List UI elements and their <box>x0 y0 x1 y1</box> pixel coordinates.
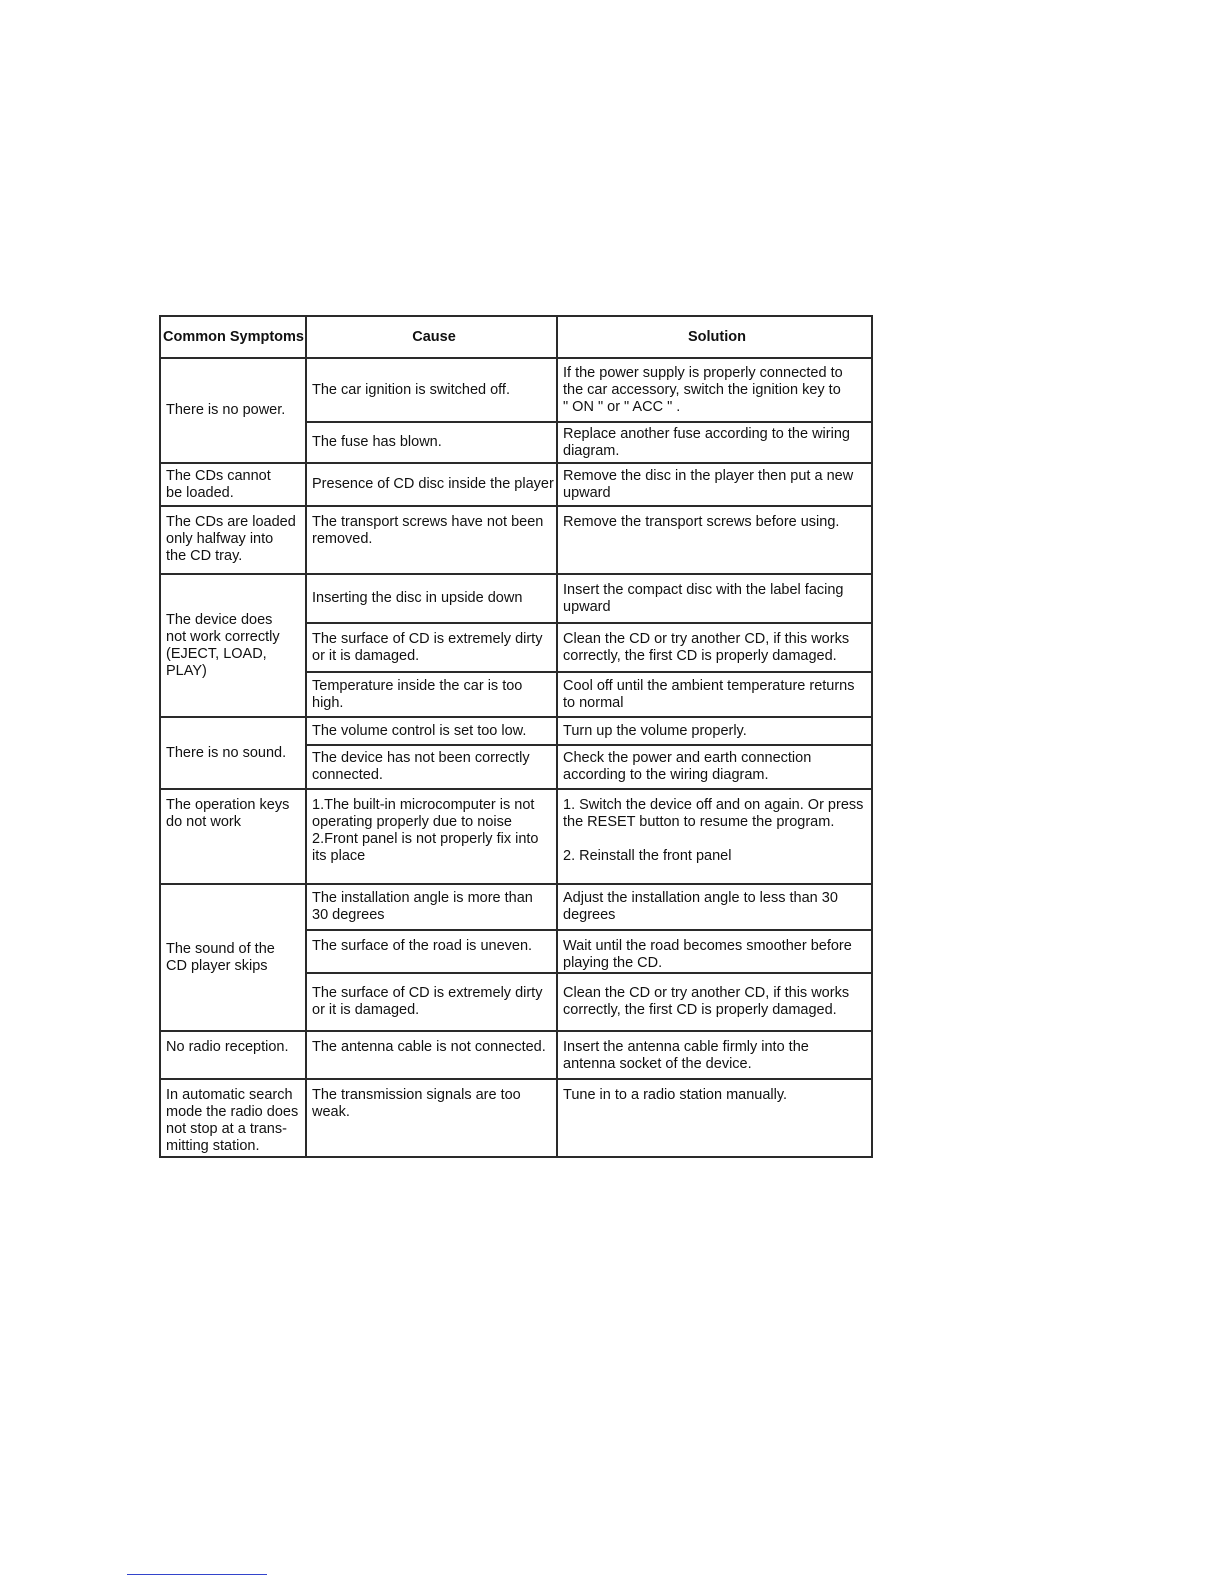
symptom-cell: The sound of the CD player skips <box>160 884 306 1031</box>
symptom-cell: There is no power. <box>160 358 306 463</box>
symptom-cell: The operation keys do not work <box>160 789 306 884</box>
cause-cell: The surface of CD is extremely dirty or it is damaged. <box>306 973 557 1031</box>
cause-cell: The antenna cable is not connected. <box>306 1031 557 1079</box>
cause-cell: Inserting the disc in upside down <box>306 574 557 623</box>
symptom-cell: There is no sound. <box>160 717 306 789</box>
solution-cell: Wait until the road becomes smoother before playing the CD. <box>557 930 872 973</box>
solution-cell: Clean the CD or try another CD, if this works correctly, the first CD is properly damaged. <box>557 623 872 672</box>
solution-cell: Check the power and earth connection according to the wiring diagram. <box>557 745 872 789</box>
solution-cell: Tune in to a radio station manually. <box>557 1079 872 1157</box>
cause-cell: The surface of CD is extremely dirty or it is damaged. <box>306 623 557 672</box>
table-row <box>160 717 872 745</box>
table-row <box>160 463 872 506</box>
solution-cell: Replace another fuse according to the wiring diagram. <box>557 422 872 463</box>
solution-cell: 1. Switch the device off and on again. Or press the RESET button to resume the program. 2. Reinstall the front panel <box>557 789 872 884</box>
footer-link-underline[interactable] <box>127 1574 267 1575</box>
cause-cell: Temperature inside the car is too high. <box>306 672 557 717</box>
solution-cell: Remove the disc in the player then put a new upward <box>557 463 872 506</box>
symptom-cell: In automatic search mode the radio does not stop at a trans- mitting station. <box>160 1079 306 1157</box>
solution-cell: Turn up the volume properly. <box>557 717 872 745</box>
solution-cell: Remove the transport screws before using. <box>557 506 872 574</box>
cause-cell: The transmission signals are too weak. <box>306 1079 557 1157</box>
table-row <box>160 574 872 623</box>
cause-cell: The device has not been correctly connected. <box>306 745 557 789</box>
table-header-row <box>160 316 872 358</box>
table-row <box>160 506 872 574</box>
header-solution: Solution <box>557 316 872 358</box>
troubleshooting-table <box>159 315 873 1158</box>
table-row <box>160 789 872 884</box>
symptom-cell: No radio reception. <box>160 1031 306 1079</box>
cause-cell: The installation angle is more than 30 degrees <box>306 884 557 930</box>
solution-cell: Insert the antenna cable firmly into the antenna socket of the device. <box>557 1031 872 1079</box>
cause-cell: The surface of the road is uneven. <box>306 930 557 973</box>
solution-cell: Adjust the installation angle to less than 30 degrees <box>557 884 872 930</box>
cause-cell: Presence of CD disc inside the player <box>306 463 557 506</box>
table-row <box>160 358 872 422</box>
symptom-cell: The device does not work correctly (EJECT, LOAD, PLAY) <box>160 574 306 717</box>
solution-cell: Clean the CD or try another CD, if this works correctly, the first CD is properly damaged. <box>557 973 872 1031</box>
solution-cell: If the power supply is properly connected to the car accessory, switch the ignition key to " ON " or " ACC " . <box>557 358 872 422</box>
cause-cell: The car ignition is switched off. <box>306 358 557 422</box>
table-row <box>160 1031 872 1079</box>
solution-cell: Cool off until the ambient temperature returns to normal <box>557 672 872 717</box>
solution-cell: Insert the compact disc with the label facing upward <box>557 574 872 623</box>
symptom-cell: The CDs cannot be loaded. <box>160 463 306 506</box>
table-row <box>160 884 872 930</box>
cause-cell: The fuse has blown. <box>306 422 557 463</box>
header-cause: Cause <box>306 316 557 358</box>
table-row <box>160 1079 872 1157</box>
cause-cell: The volume control is set too low. <box>306 717 557 745</box>
symptom-cell: The CDs are loaded only halfway into the CD tray. <box>160 506 306 574</box>
cause-cell: The transport screws have not been removed. <box>306 506 557 574</box>
cause-cell: 1.The built-in microcomputer is not operating properly due to noise 2.Front panel is not properly fix into its place <box>306 789 557 884</box>
header-common-symptoms: Common Symptoms <box>160 316 306 358</box>
